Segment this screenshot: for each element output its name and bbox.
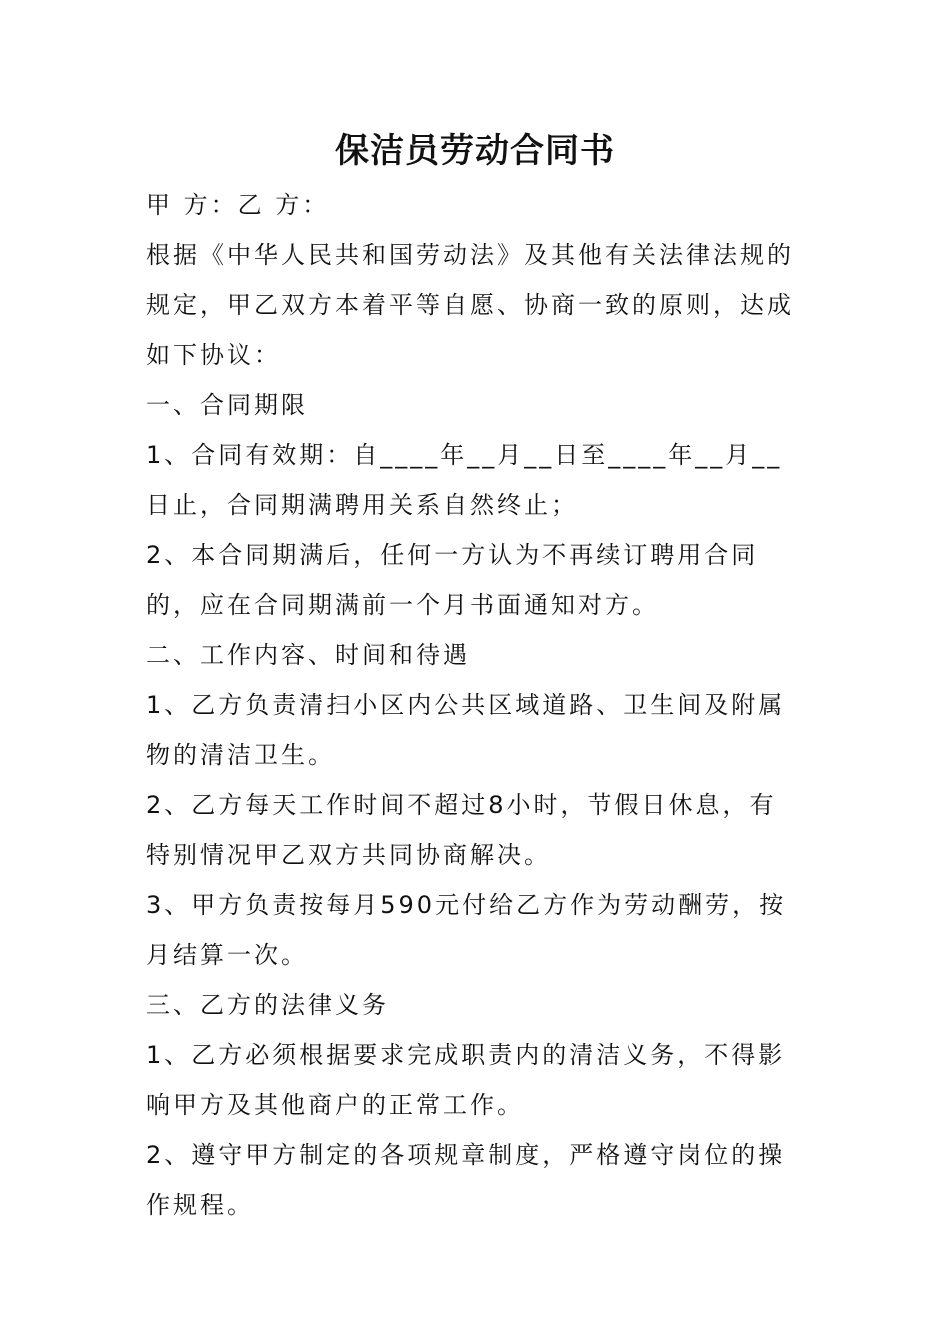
clause-2-3: 3、甲方负责按每月590元付给乙方作为劳动酬劳，按月结算一次。 [146, 891, 787, 969]
document-title: 保洁员劳动合同书 [335, 131, 615, 171]
clause-3-2: 2、遵守甲方制定的各项规章制度，严格遵守岗位的操作规程。 [146, 1141, 786, 1219]
clause-2-1: 1、乙方负责清扫小区内公共区域道路、卫生间及附属物的清洁卫生。 [146, 691, 786, 769]
clause-1-1: 1、合同有效期：自____年__月__日至____年__月__日止，合同期满聘用关系自然终止； [146, 441, 783, 519]
parties-line: 甲 方：乙 方： [146, 191, 330, 219]
clause-2-2: 2、乙方每天工作时间不超过8小时，节假日休息，有特别情况甲乙双方共同协商解决。 [146, 791, 777, 869]
clause-1-2: 2、本合同期满后，任何一方认为不再续订聘用合同的，应在合同期满前一个月书面通知对方。 [146, 541, 759, 619]
section-heading-2: 二、工作内容、时间和待遇 [146, 641, 470, 669]
clause-3-1: 1、乙方必须根据要求完成职责内的清洁义务，不得影响甲方及其他商户的正常工作。 [146, 1041, 786, 1119]
section-heading-3: 三、乙方的法律义务 [146, 991, 389, 1019]
preamble-paragraph: 根据《中华人民共和国劳动法》及其他有关法律法规的规定，甲乙双方本着平等自愿、协商一致的原则，达成如下协议： [146, 241, 794, 369]
document-body [146, 180, 801, 1230]
section-heading-1: 一、合同期限 [146, 391, 308, 419]
